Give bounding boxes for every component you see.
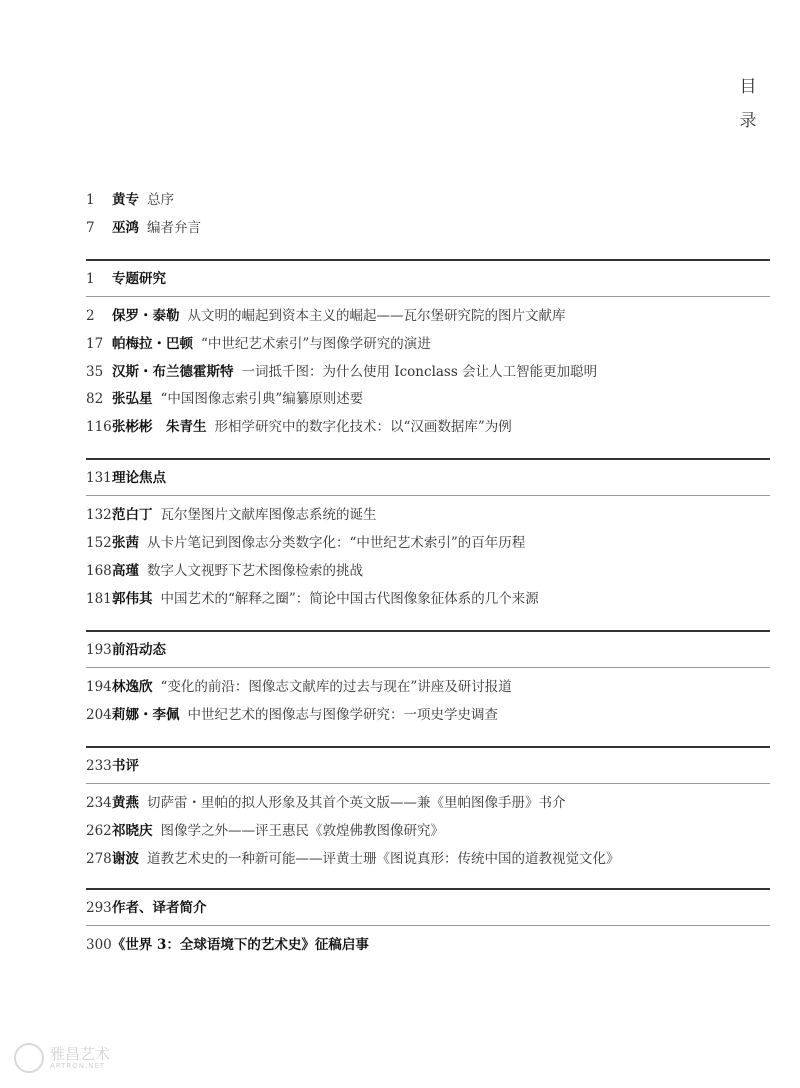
- section-divider: [86, 495, 770, 496]
- section-page: 1: [86, 271, 95, 287]
- toc-entry[interactable]: [86, 589, 539, 609]
- entry-page: 278: [86, 851, 112, 867]
- entry-title: “变化的前沿：图像志文献库的过去与现在”讲座及研讨报道: [160, 679, 512, 695]
- section-title: 前沿动态: [112, 642, 166, 658]
- entry-title: 数字人文视野下艺术图像检索的挑战: [147, 563, 363, 579]
- toc-entry[interactable]: [86, 417, 512, 437]
- toc-title: [738, 70, 758, 138]
- toc-entry[interactable]: [86, 306, 566, 326]
- section-heading-special-topics[interactable]: [86, 269, 166, 289]
- entry-author: 谢波: [112, 851, 139, 867]
- entry-author: 高瑾: [112, 563, 139, 579]
- entry-author: 张彬彬 朱青生: [112, 419, 207, 435]
- entry-page: 168: [86, 563, 112, 579]
- toc-entry-preface[interactable]: [86, 190, 174, 210]
- section-rule: [86, 746, 770, 748]
- toc-entry-editor-note[interactable]: [86, 218, 201, 238]
- entry-title: 中国艺术的“解释之圈”：简论中国古代图像象征体系的几个来源: [160, 591, 539, 607]
- toc-entry[interactable]: [86, 561, 363, 581]
- entry-author: 黄燕: [112, 795, 139, 811]
- entry-author: 祁晓庆: [112, 823, 153, 839]
- section-heading-frontier[interactable]: [86, 640, 166, 660]
- entry-title: 一词抵千图：为什么使用 Iconclass 会让人工智能更加聪明: [241, 364, 598, 380]
- section-divider: [86, 667, 770, 668]
- section-title: 理论焦点: [112, 470, 166, 486]
- section-rule: [86, 259, 770, 261]
- entry-page: 300: [86, 937, 112, 953]
- section-rule: [86, 630, 770, 632]
- toc-entry[interactable]: [86, 821, 444, 841]
- entry-page: 194: [86, 679, 112, 695]
- entry-page: 35: [86, 364, 104, 380]
- entry-title: 道教艺术史的一种新可能——评黄士珊《图说真形：传统中国的道教视觉文化》: [147, 851, 620, 867]
- section-divider: [86, 783, 770, 784]
- entry-author: 林逸欣: [112, 679, 153, 695]
- entry-page: 262: [86, 823, 112, 839]
- section-page: 233: [86, 758, 112, 774]
- entry-page: 7: [86, 220, 95, 236]
- section-page: 131: [86, 470, 112, 486]
- artron-logo-icon: [14, 1043, 44, 1073]
- entry-author: 郭伟其: [112, 591, 153, 607]
- entry-author: 张弘星: [112, 391, 153, 407]
- entry-author: 汉斯・布兰德霍斯特: [112, 364, 234, 380]
- toc-entry[interactable]: [86, 705, 498, 725]
- watermark: [14, 1040, 110, 1076]
- toc-entry[interactable]: [86, 505, 377, 525]
- entry-title: 形相学研究中的数字化技术：以“汉画数据库”为例: [214, 419, 512, 435]
- entry-page: 1: [86, 192, 95, 208]
- toc-entry[interactable]: [86, 362, 597, 382]
- entry-title: 切萨雷・里帕的拟人形象及其首个英文版——兼《里帕图像手册》书介: [147, 795, 566, 811]
- entry-page: 82: [86, 391, 104, 407]
- entry-page: 234: [86, 795, 112, 811]
- entry-page: 181: [86, 591, 112, 607]
- entry-page: 132: [86, 507, 112, 523]
- entry-title: 编者弁言: [147, 220, 201, 236]
- section-heading-book-reviews[interactable]: [86, 756, 139, 776]
- section-title: 专题研究: [112, 271, 166, 287]
- entry-page: 204: [86, 707, 112, 723]
- section-divider: [86, 925, 770, 926]
- section-rule: [86, 458, 770, 460]
- toc-entry[interactable]: [86, 533, 525, 553]
- entry-title: 从卡片笔记到图像志分类数字化：“中世纪艺术索引”的百年历程: [147, 535, 526, 551]
- section-divider: [86, 296, 770, 297]
- entry-author: 莉娜・李佩: [112, 707, 180, 723]
- toc-entry[interactable]: [86, 334, 431, 354]
- toc-entry[interactable]: [86, 849, 620, 869]
- section-heading-theory-focus[interactable]: [86, 468, 166, 488]
- section-page: 293: [86, 900, 112, 916]
- entry-title: “中国图像志索引典”编纂原则述要: [160, 391, 364, 407]
- section-page: 193: [86, 642, 112, 658]
- section-title: 作者、译者简介: [112, 900, 207, 916]
- section-rule: [86, 888, 770, 890]
- entry-title: “中世纪艺术索引”与图像学研究的演进: [201, 336, 431, 352]
- toc-title-char-2: 录: [739, 111, 757, 131]
- entry-title: 瓦尔堡图片文献库图像志系统的诞生: [160, 507, 377, 523]
- watermark-cn: 雅昌艺术: [50, 1045, 111, 1063]
- entry-title: 从文明的崛起到资本主义的崛起——瓦尔堡研究院的图片文献库: [187, 308, 566, 324]
- watermark-en: ARTRON.NET: [50, 1062, 106, 1070]
- toc-entry[interactable]: [86, 389, 363, 409]
- entry-title: 《世界 3：全球语境下的艺术史》征稿启事: [111, 937, 369, 953]
- toc-entry-call-for-papers[interactable]: [86, 935, 369, 955]
- entry-page: 2: [86, 308, 95, 324]
- entry-page: 116: [86, 419, 112, 435]
- section-heading-contributors[interactable]: [86, 898, 207, 918]
- entry-title: 总序: [147, 192, 174, 208]
- toc-title-char-1: 目: [739, 77, 757, 97]
- entry-title: 图像学之外——评王惠民《敦煌佛教图像研究》: [160, 823, 444, 839]
- entry-author: 保罗・泰勒: [112, 308, 180, 324]
- entry-title: 中世纪艺术的图像志与图像学研究：一项史学史调查: [187, 707, 498, 723]
- entry-page: 152: [86, 535, 112, 551]
- entry-author: 黄专: [112, 192, 139, 208]
- toc-entry[interactable]: [86, 677, 512, 697]
- toc-entry[interactable]: [86, 793, 566, 813]
- entry-author: 巫鸿: [112, 220, 139, 236]
- entry-author: 范白丁: [112, 507, 153, 523]
- entry-author: 帕梅拉・巴顿: [112, 336, 193, 352]
- section-title: 书评: [112, 758, 139, 774]
- entry-author: 张茜: [112, 535, 139, 551]
- entry-page: 17: [86, 336, 104, 352]
